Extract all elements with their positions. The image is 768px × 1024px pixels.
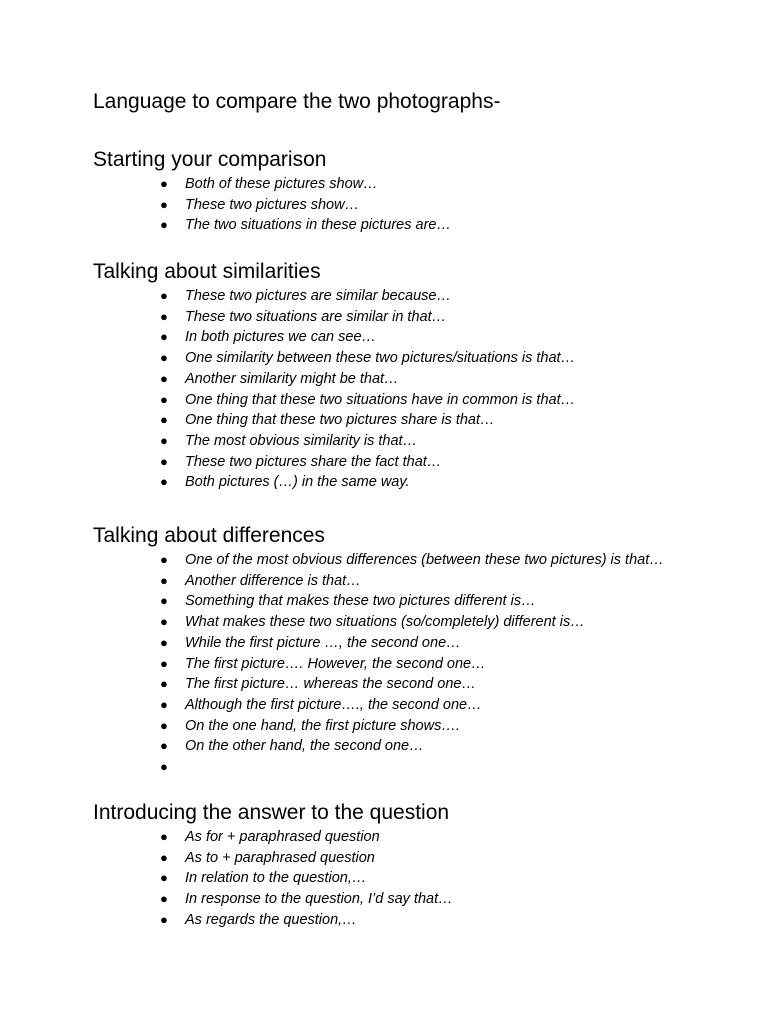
list-item: ● One thing that these two pictures share is that… (0, 410, 768, 431)
bullet-list (0, 550, 768, 778)
bullet-icon: ● (160, 676, 168, 692)
list-item: ● Both of these pictures show… (0, 174, 768, 195)
list-item: ● Although the first picture…., the second one… (0, 695, 768, 716)
bullet-icon: ● (160, 614, 168, 630)
bullet-icon: ● (160, 474, 168, 490)
bullet-icon: ● (160, 196, 168, 212)
list-item: ● The most obvious similarity is that… (0, 431, 768, 452)
list-item: ● As for + paraphrased question (0, 827, 768, 848)
bullet-icon: ● (160, 849, 168, 865)
bullet-icon: ● (160, 432, 168, 448)
bullet-icon: ● (160, 870, 168, 886)
bullet-icon: ● (160, 696, 168, 712)
bullet-icon: ● (160, 593, 168, 609)
section-heading: Starting your comparison (93, 148, 327, 171)
bullet-icon: ● (160, 829, 168, 844)
list-item: ● The first picture… whereas the second one… (0, 674, 768, 695)
list-item: ● On the one hand, the first picture shows…. (0, 716, 768, 737)
list-item: ● In response to the question, I’d say that… (0, 889, 768, 910)
bullet-icon: ● (160, 412, 168, 428)
bullet-list (0, 286, 768, 493)
list-item: ● Something that makes these two pictures different is… (0, 591, 768, 612)
bullet-icon: ● (160, 759, 168, 775)
list-item: ● These two situations are similar in that… (0, 307, 768, 328)
list-item: ● One thing that these two situations have in common is that… (0, 390, 768, 411)
list-item: ● The two situations in these pictures are… (0, 215, 768, 236)
bullet-icon: ● (160, 655, 168, 671)
bullet-icon: ● (160, 738, 168, 754)
list-item: ● While the first picture …, the second one… (0, 633, 768, 654)
list-item: ● One of the most obvious differences (between these two pictures) is that… (0, 550, 768, 571)
section-heading: Talking about similarities (93, 260, 321, 283)
bullet-list (0, 174, 768, 236)
list-item: ● As regards the question,… (0, 910, 768, 931)
section-heading: Introducing the answer to the question (93, 801, 450, 824)
list-item: ● The first picture…. However, the second one… (0, 654, 768, 675)
bullet-icon: ● (160, 572, 168, 588)
list-item: ● What makes these two situations (so/completely) different is… (0, 612, 768, 633)
bullet-list (0, 827, 768, 931)
bullet-icon: ● (160, 634, 168, 650)
list-item: ● These two pictures are similar because… (0, 286, 768, 307)
list-item (0, 757, 768, 778)
list-item: ● In relation to the question,… (0, 868, 768, 889)
bullet-icon: ● (160, 911, 168, 927)
bullet-icon: ● (160, 308, 168, 324)
list-item: ● In both pictures we can see… (0, 327, 768, 348)
bullet-icon: ● (160, 391, 168, 407)
section-heading: Talking about differences (93, 524, 325, 547)
bullet-icon: ● (160, 176, 168, 191)
document-title: Language to compare the two photographs- (93, 90, 501, 113)
bullet-icon: ● (160, 717, 168, 733)
list-item: ● Another similarity might be that… (0, 369, 768, 390)
list-item: ● On the other hand, the second one… (0, 736, 768, 757)
bullet-icon: ● (160, 217, 168, 233)
bullet-icon: ● (160, 329, 168, 345)
bullet-icon: ● (160, 891, 168, 907)
list-item: ● One similarity between these two pictures/situations is that… (0, 348, 768, 369)
bullet-icon: ● (160, 453, 168, 469)
list-item: ● Both pictures (…) in the same way. (0, 472, 768, 493)
list-item: ● As to + paraphrased question (0, 848, 768, 869)
list-item: ● These two pictures show… (0, 195, 768, 216)
bullet-icon: ● (160, 350, 168, 366)
bullet-icon: ● (160, 370, 168, 386)
list-item: ● These two pictures share the fact that… (0, 452, 768, 473)
bullet-icon: ● (160, 288, 168, 303)
bullet-icon: ● (160, 552, 168, 567)
list-item: ● Another difference is that… (0, 571, 768, 592)
